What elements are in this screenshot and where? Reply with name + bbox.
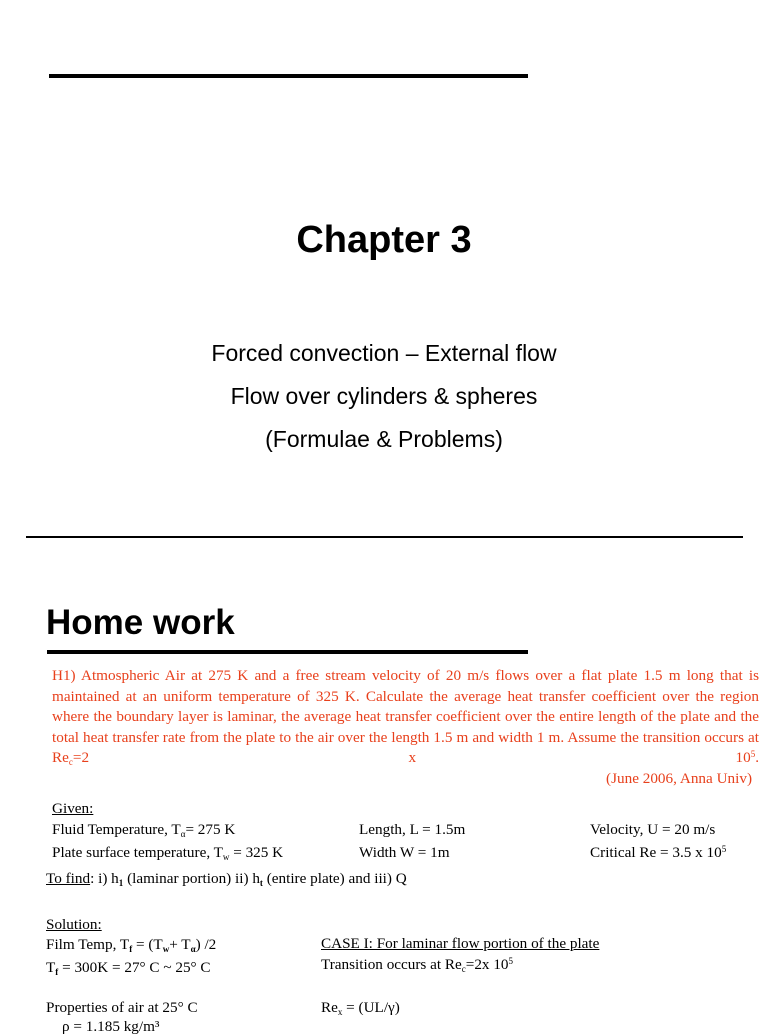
density-line-cut: ρ = 1.185 kg/m³	[62, 1018, 160, 1035]
given-velocity: Velocity, U = 20 m/s	[590, 821, 716, 838]
subtitle-line-3: (Formulae & Problems)	[265, 426, 503, 452]
subtitle-line-1: Forced convection – External flow	[211, 340, 557, 366]
case-heading: CASE I: For laminar flow portion of the plate	[321, 935, 600, 952]
given-width: Width W = 1m	[359, 844, 450, 861]
film-temp-value: $T_f = 300K = 27^\circ$ C ~ 25° C	[46, 959, 211, 977]
re-sup: 5	[750, 749, 756, 759]
given-fluid-temp: Fluid Temperature, $T_\alpha= 275$ K	[52, 821, 236, 839]
given-length: Length, L = 1.5m	[359, 821, 466, 838]
solution-label: Solution:	[46, 916, 102, 933]
film-temp-formula: Film Temp, $T_f = (T_w+ T_\alpha)$ /2	[46, 936, 217, 954]
chapter-title: Chapter 3	[296, 219, 472, 261]
top-rule	[49, 74, 528, 78]
re-sub: c	[68, 757, 73, 767]
homework-rule	[47, 650, 528, 654]
to-find-label: To find	[46, 870, 91, 887]
rex-formula: $Re_x = (UL/\gamma)$	[321, 999, 400, 1017]
slide-divider	[26, 536, 743, 538]
given-critical-re: Critical Re = 3.5 x $10^5$	[590, 844, 727, 861]
problem-id: H1)	[52, 667, 76, 684]
given-plate-temp: Plate surface temperature, $T_w = 325$ K	[52, 844, 284, 862]
problem-source: (June 2006, Anna Univ)	[606, 770, 752, 787]
homework-heading: Home work	[46, 603, 235, 642]
to-find: To find: i) $h_1$ (laminar portion) ii) $h_t$ (entire plate) and iii) Q	[46, 870, 407, 888]
subtitle-line-2: Flow over cylinders & spheres	[230, 383, 538, 409]
problem-statement: H1) Atmospheric Air at 275 K and a free stream velocity of 20 m/s flows over a flat plate 1.5 m long that is maintained at an uniform temperature of 325 K. Calculate the average heat transfer coefficient over the region where the boundary layer is laminar, the average heat transfer coefficient over the entire length of the plate and the total heat transfer rate from the plate to the air over the length 1.5 m and width 1 m. Assume the transition occurs at $Re_c=2$ x $10^5$.	[52, 667, 759, 767]
given-label: Given:	[52, 800, 94, 817]
problem-text: Atmospheric Air at 275 K and a free stream velocity of 20 m/s flows over a flat plate 1.5 m long that is maintained at an uniform temperature of 325 K. Calculate the average heat transfer coefficient over the region where the boundary layer is laminar, the average heat transfer coefficient over the entire length of the plate and the total heat transfer rate from the plate to the air over the length 1.5 m and width 1 m. Assume the transition occurs at Re	[52, 667, 759, 766]
transition-formula: Transition occurs at $Re_c=2x$ $10^5$	[321, 956, 514, 974]
properties-of-air: Properties of air at 25° C	[46, 999, 198, 1016]
